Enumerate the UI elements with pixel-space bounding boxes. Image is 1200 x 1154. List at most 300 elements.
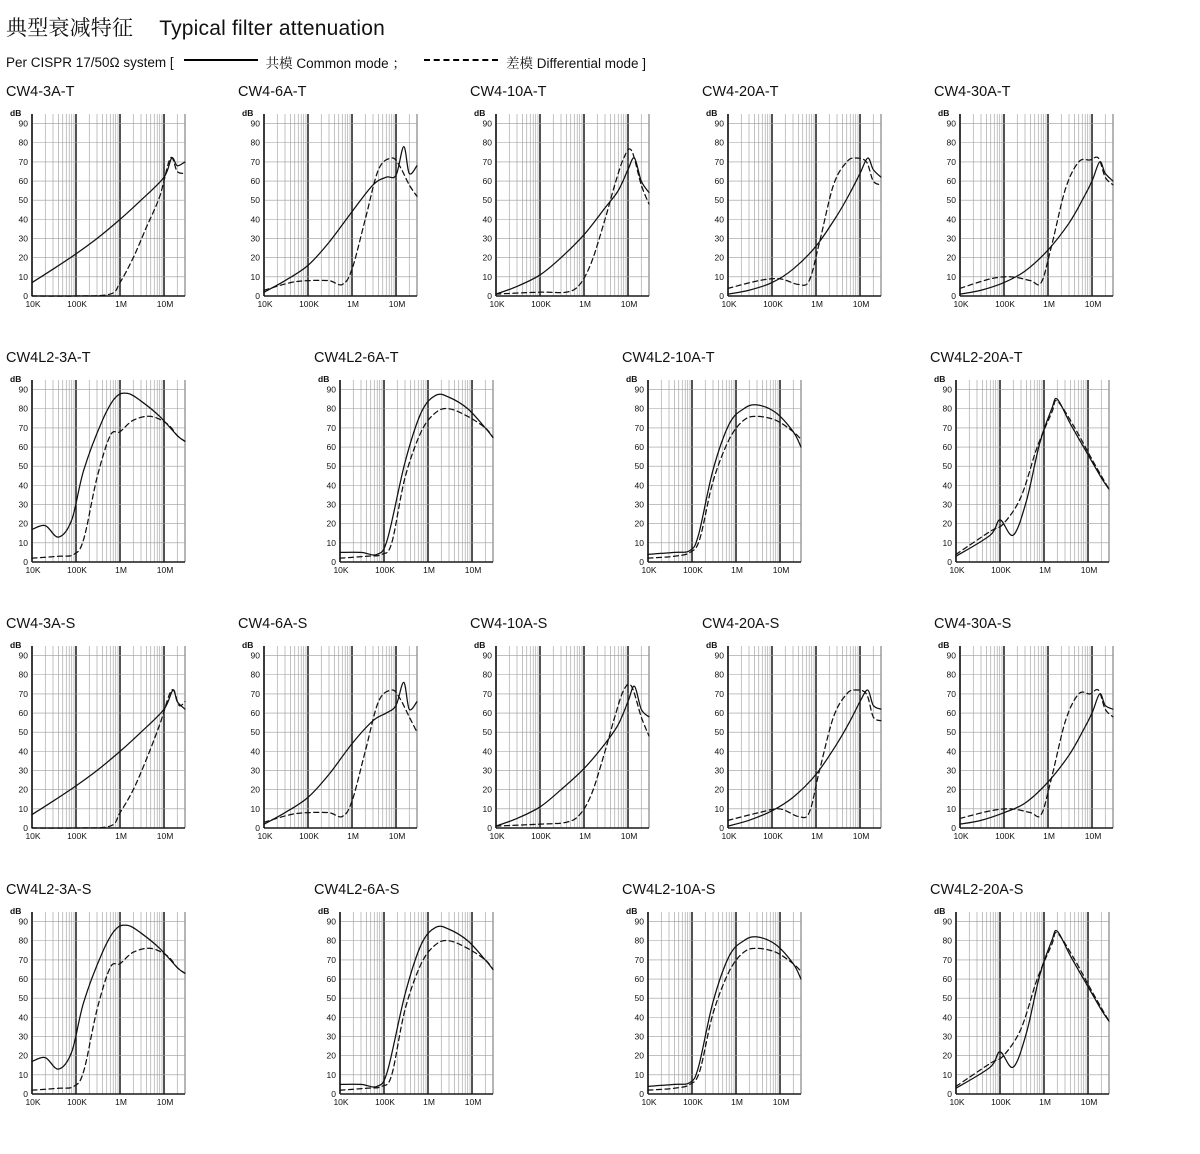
chart-title: CW4L2-20A-T [930, 350, 1023, 366]
svg-text:10M: 10M [156, 565, 174, 575]
svg-text:100K: 100K [763, 299, 783, 309]
svg-text:40: 40 [946, 746, 956, 757]
chart-title: CW4-20A-T [702, 84, 779, 100]
svg-text:80: 80 [250, 669, 260, 680]
svg-text:60: 60 [634, 974, 644, 985]
chart-cell [930, 350, 1115, 580]
svg-text:1M: 1M [423, 1097, 435, 1107]
svg-text:50: 50 [18, 195, 28, 206]
svg-text:30: 30 [482, 233, 492, 244]
svg-text:90: 90 [482, 118, 492, 129]
svg-text:70: 70 [634, 954, 644, 965]
svg-text:50: 50 [18, 727, 28, 738]
svg-text:40: 40 [946, 214, 956, 225]
svg-text:20: 20 [18, 784, 28, 795]
attenuation-plot [6, 636, 191, 846]
svg-text:100K: 100K [531, 299, 551, 309]
svg-text:40: 40 [18, 746, 28, 757]
attenuation-plot [934, 104, 1119, 314]
svg-text:dB: dB [938, 640, 950, 650]
svg-text:30: 30 [326, 1031, 336, 1042]
svg-text:20: 20 [482, 784, 492, 795]
chart-row [0, 84, 1200, 350]
svg-text:70: 70 [482, 688, 492, 699]
svg-text:40: 40 [942, 480, 952, 491]
svg-text:0: 0 [639, 1089, 644, 1099]
chart-cell [470, 616, 655, 846]
svg-text:40: 40 [250, 214, 260, 225]
svg-text:60: 60 [18, 974, 28, 985]
attenuation-plot [470, 636, 655, 846]
svg-text:70: 70 [250, 156, 260, 167]
attenuation-plot [702, 636, 887, 846]
svg-text:90: 90 [482, 650, 492, 661]
legend-prefix: Per CISPR 17/50Ω system [ [6, 54, 174, 70]
svg-text:90: 90 [250, 118, 260, 129]
chart-cell [702, 616, 887, 846]
svg-text:1M: 1M [115, 565, 127, 575]
svg-text:80: 80 [714, 137, 724, 148]
svg-text:80: 80 [250, 137, 260, 148]
svg-text:30: 30 [250, 765, 260, 776]
svg-text:1M: 1M [347, 831, 359, 841]
svg-text:dB: dB [474, 108, 486, 118]
svg-text:70: 70 [326, 954, 336, 965]
svg-text:10K: 10K [953, 831, 969, 841]
svg-text:1M: 1M [1039, 1097, 1051, 1107]
svg-text:40: 40 [714, 746, 724, 757]
svg-text:70: 70 [634, 422, 644, 433]
svg-text:0: 0 [719, 823, 724, 833]
svg-text:10: 10 [946, 803, 956, 814]
svg-text:100K: 100K [995, 831, 1015, 841]
svg-text:10: 10 [18, 271, 28, 282]
chart-title: CW4-3A-S [6, 616, 76, 632]
svg-text:50: 50 [326, 461, 336, 472]
svg-text:40: 40 [482, 214, 492, 225]
svg-text:dB: dB [10, 906, 22, 916]
svg-text:1M: 1M [579, 299, 591, 309]
attenuation-plot [238, 104, 423, 314]
svg-text:50: 50 [326, 993, 336, 1004]
svg-text:80: 80 [714, 669, 724, 680]
svg-text:90: 90 [942, 384, 952, 395]
dashed-line-icon [424, 59, 498, 61]
svg-text:30: 30 [18, 233, 28, 244]
svg-text:20: 20 [18, 1050, 28, 1061]
svg-text:80: 80 [946, 669, 956, 680]
svg-text:10K: 10K [949, 565, 965, 575]
svg-text:30: 30 [946, 233, 956, 244]
svg-text:90: 90 [946, 118, 956, 129]
chart-title: CW4L2-6A-S [314, 882, 400, 898]
svg-text:100K: 100K [299, 831, 319, 841]
chart-title: CW4L2-3A-T [6, 350, 91, 366]
chart-row [0, 350, 1200, 616]
svg-text:0: 0 [951, 291, 956, 301]
svg-text:70: 70 [18, 156, 28, 167]
svg-text:70: 70 [18, 688, 28, 699]
svg-text:30: 30 [634, 499, 644, 510]
svg-text:70: 70 [18, 954, 28, 965]
svg-text:50: 50 [250, 195, 260, 206]
svg-text:10M: 10M [772, 1097, 790, 1107]
svg-text:60: 60 [634, 442, 644, 453]
svg-text:dB: dB [10, 640, 22, 650]
chart-cell [6, 616, 191, 846]
svg-text:50: 50 [482, 727, 492, 738]
svg-text:30: 30 [18, 765, 28, 776]
svg-text:20: 20 [634, 1050, 644, 1061]
svg-text:80: 80 [942, 935, 952, 946]
svg-text:100K: 100K [763, 831, 783, 841]
svg-text:90: 90 [942, 916, 952, 927]
svg-text:10K: 10K [25, 831, 41, 841]
svg-text:30: 30 [326, 499, 336, 510]
svg-text:80: 80 [18, 403, 28, 414]
svg-text:100K: 100K [67, 299, 87, 309]
svg-text:10: 10 [714, 803, 724, 814]
svg-text:10K: 10K [641, 565, 657, 575]
chart-title: CW4-10A-S [470, 616, 548, 632]
svg-text:1M: 1M [731, 1097, 743, 1107]
chart-title: CW4-20A-S [702, 616, 780, 632]
svg-text:100K: 100K [67, 831, 87, 841]
chart-cell [238, 616, 423, 846]
svg-text:dB: dB [10, 108, 22, 118]
svg-text:20: 20 [482, 252, 492, 263]
attenuation-plot [6, 370, 191, 580]
svg-text:0: 0 [23, 291, 28, 301]
svg-text:20: 20 [942, 1050, 952, 1061]
chart-title: CW4-30A-S [934, 616, 1012, 632]
svg-text:1M: 1M [731, 565, 743, 575]
svg-text:10K: 10K [25, 299, 41, 309]
svg-text:10K: 10K [949, 1097, 965, 1107]
svg-text:1M: 1M [423, 565, 435, 575]
chart-cell [622, 350, 807, 580]
svg-text:20: 20 [326, 518, 336, 529]
svg-text:10K: 10K [953, 299, 969, 309]
svg-text:90: 90 [18, 916, 28, 927]
svg-text:20: 20 [250, 784, 260, 795]
svg-text:10: 10 [714, 271, 724, 282]
solid-line-icon [184, 59, 258, 61]
chart-cell [702, 84, 887, 314]
svg-text:40: 40 [250, 746, 260, 757]
svg-text:1M: 1M [1039, 565, 1051, 575]
svg-text:20: 20 [946, 784, 956, 795]
svg-text:10M: 10M [156, 831, 174, 841]
svg-text:50: 50 [714, 195, 724, 206]
svg-text:10M: 10M [388, 299, 406, 309]
svg-text:20: 20 [250, 252, 260, 263]
svg-text:40: 40 [326, 480, 336, 491]
svg-text:10: 10 [326, 1069, 336, 1080]
svg-text:dB: dB [934, 374, 946, 384]
svg-text:40: 40 [942, 1012, 952, 1023]
svg-text:dB: dB [626, 374, 638, 384]
svg-text:0: 0 [639, 557, 644, 567]
svg-text:70: 70 [942, 422, 952, 433]
page-title [6, 12, 385, 42]
chart-title: CW4-6A-T [238, 84, 307, 100]
attenuation-plot [314, 370, 499, 580]
svg-text:30: 30 [946, 765, 956, 776]
svg-text:30: 30 [942, 499, 952, 510]
svg-text:1M: 1M [579, 831, 591, 841]
chart-title: CW4-3A-T [6, 84, 75, 100]
svg-text:10M: 10M [1080, 565, 1098, 575]
svg-text:60: 60 [946, 708, 956, 719]
svg-text:dB: dB [626, 906, 638, 916]
svg-text:10: 10 [250, 271, 260, 282]
svg-text:10K: 10K [257, 831, 273, 841]
svg-text:10K: 10K [25, 565, 41, 575]
attenuation-plot [238, 636, 423, 846]
svg-text:30: 30 [18, 1031, 28, 1042]
svg-text:60: 60 [326, 442, 336, 453]
svg-text:dB: dB [242, 640, 254, 650]
chart-cell [314, 350, 499, 580]
svg-text:10: 10 [946, 271, 956, 282]
attenuation-plot [934, 636, 1119, 846]
svg-text:40: 40 [18, 1012, 28, 1023]
svg-text:0: 0 [947, 557, 952, 567]
svg-text:dB: dB [474, 640, 486, 650]
svg-text:dB: dB [934, 906, 946, 916]
svg-text:10K: 10K [641, 1097, 657, 1107]
svg-text:10M: 10M [1084, 299, 1102, 309]
svg-text:10M: 10M [852, 831, 870, 841]
svg-text:90: 90 [326, 916, 336, 927]
svg-text:20: 20 [942, 518, 952, 529]
svg-text:10: 10 [482, 271, 492, 282]
svg-text:50: 50 [250, 727, 260, 738]
svg-text:70: 70 [942, 954, 952, 965]
svg-text:70: 70 [946, 688, 956, 699]
svg-text:10M: 10M [772, 565, 790, 575]
svg-text:60: 60 [250, 176, 260, 187]
svg-text:0: 0 [487, 291, 492, 301]
chart-cell [314, 882, 499, 1112]
svg-text:70: 70 [482, 156, 492, 167]
svg-text:60: 60 [18, 708, 28, 719]
svg-text:70: 70 [946, 156, 956, 167]
svg-text:40: 40 [634, 1012, 644, 1023]
svg-text:1M: 1M [1043, 831, 1055, 841]
svg-text:10M: 10M [464, 565, 482, 575]
svg-text:0: 0 [331, 557, 336, 567]
svg-text:90: 90 [326, 384, 336, 395]
svg-text:1M: 1M [115, 831, 127, 841]
chart-title: CW4-6A-S [238, 616, 308, 632]
svg-text:10M: 10M [464, 1097, 482, 1107]
svg-text:10: 10 [634, 1069, 644, 1080]
svg-text:90: 90 [634, 916, 644, 927]
svg-text:90: 90 [634, 384, 644, 395]
svg-text:dB: dB [938, 108, 950, 118]
svg-text:60: 60 [942, 974, 952, 985]
chart-cell [6, 350, 191, 580]
svg-text:50: 50 [18, 993, 28, 1004]
svg-text:10: 10 [634, 537, 644, 548]
attenuation-plot [6, 902, 191, 1112]
svg-text:60: 60 [714, 708, 724, 719]
svg-text:30: 30 [482, 765, 492, 776]
chart-cell [6, 84, 191, 314]
svg-text:60: 60 [946, 176, 956, 187]
svg-text:60: 60 [482, 176, 492, 187]
svg-text:70: 70 [326, 422, 336, 433]
chart-title: CW4-30A-T [934, 84, 1011, 100]
svg-text:20: 20 [326, 1050, 336, 1061]
chart-title: CW4L2-10A-T [622, 350, 715, 366]
svg-text:30: 30 [634, 1031, 644, 1042]
svg-text:10M: 10M [388, 831, 406, 841]
svg-text:90: 90 [18, 118, 28, 129]
svg-text:30: 30 [18, 499, 28, 510]
svg-text:60: 60 [250, 708, 260, 719]
legend-bar [6, 52, 646, 72]
svg-text:10K: 10K [489, 299, 505, 309]
svg-text:0: 0 [947, 1089, 952, 1099]
page-title-cn: 典型衰减特征 [6, 17, 134, 40]
svg-text:0: 0 [951, 823, 956, 833]
chart-title: CW4-10A-T [470, 84, 547, 100]
svg-text:20: 20 [634, 518, 644, 529]
svg-text:1M: 1M [811, 831, 823, 841]
svg-text:20: 20 [714, 252, 724, 263]
svg-text:80: 80 [326, 935, 336, 946]
attenuation-plot [930, 902, 1115, 1112]
chart-row [0, 882, 1200, 1148]
svg-text:10: 10 [482, 803, 492, 814]
svg-text:10K: 10K [489, 831, 505, 841]
svg-text:30: 30 [250, 233, 260, 244]
svg-text:90: 90 [714, 650, 724, 661]
svg-text:40: 40 [326, 1012, 336, 1023]
svg-text:10M: 10M [1080, 1097, 1098, 1107]
svg-text:0: 0 [331, 1089, 336, 1099]
svg-text:80: 80 [18, 669, 28, 680]
svg-text:40: 40 [482, 746, 492, 757]
svg-text:10: 10 [250, 803, 260, 814]
svg-text:100K: 100K [995, 299, 1015, 309]
svg-text:0: 0 [487, 823, 492, 833]
svg-text:1M: 1M [115, 1097, 127, 1107]
svg-text:0: 0 [719, 291, 724, 301]
svg-text:10: 10 [18, 1069, 28, 1080]
chart-cell [238, 84, 423, 314]
attenuation-plot [622, 370, 807, 580]
svg-text:50: 50 [942, 461, 952, 472]
svg-text:10: 10 [942, 1069, 952, 1080]
svg-text:80: 80 [18, 935, 28, 946]
svg-text:80: 80 [946, 137, 956, 148]
svg-text:10K: 10K [721, 831, 737, 841]
svg-text:1M: 1M [1043, 299, 1055, 309]
chart-cell [930, 882, 1115, 1112]
svg-text:60: 60 [18, 442, 28, 453]
svg-text:0: 0 [23, 1089, 28, 1099]
svg-text:10M: 10M [620, 831, 638, 841]
svg-text:20: 20 [946, 252, 956, 263]
svg-text:0: 0 [23, 823, 28, 833]
svg-text:20: 20 [18, 518, 28, 529]
svg-text:100K: 100K [67, 565, 87, 575]
svg-text:60: 60 [714, 176, 724, 187]
svg-text:dB: dB [706, 640, 718, 650]
svg-text:100K: 100K [375, 565, 395, 575]
svg-text:70: 70 [250, 688, 260, 699]
svg-text:10K: 10K [25, 1097, 41, 1107]
svg-text:10: 10 [18, 537, 28, 548]
svg-text:70: 70 [714, 688, 724, 699]
svg-text:10M: 10M [1084, 831, 1102, 841]
svg-text:10: 10 [942, 537, 952, 548]
svg-text:50: 50 [634, 993, 644, 1004]
chart-title: CW4L2-20A-S [930, 882, 1024, 898]
page-title-en: Typical filter attenuation [159, 17, 386, 40]
chart-row [0, 616, 1200, 882]
chart-title: CW4L2-6A-T [314, 350, 399, 366]
svg-text:90: 90 [18, 384, 28, 395]
svg-text:10K: 10K [333, 1097, 349, 1107]
svg-text:1M: 1M [811, 299, 823, 309]
svg-text:20: 20 [18, 252, 28, 263]
svg-text:100K: 100K [67, 1097, 87, 1107]
svg-text:100K: 100K [991, 1097, 1011, 1107]
svg-text:50: 50 [482, 195, 492, 206]
attenuation-plot [702, 104, 887, 314]
svg-text:10M: 10M [620, 299, 638, 309]
svg-text:10K: 10K [721, 299, 737, 309]
svg-text:70: 70 [18, 422, 28, 433]
svg-text:0: 0 [255, 291, 260, 301]
svg-text:30: 30 [714, 233, 724, 244]
attenuation-plot [622, 902, 807, 1112]
svg-text:90: 90 [714, 118, 724, 129]
svg-text:0: 0 [23, 557, 28, 567]
svg-text:80: 80 [634, 935, 644, 946]
svg-text:10K: 10K [333, 565, 349, 575]
svg-text:80: 80 [18, 137, 28, 148]
svg-text:50: 50 [634, 461, 644, 472]
svg-text:dB: dB [318, 906, 330, 916]
chart-cell [6, 882, 191, 1112]
svg-text:40: 40 [634, 480, 644, 491]
svg-text:60: 60 [482, 708, 492, 719]
svg-text:40: 40 [18, 214, 28, 225]
svg-text:dB: dB [706, 108, 718, 118]
svg-text:40: 40 [714, 214, 724, 225]
svg-text:10: 10 [18, 803, 28, 814]
svg-text:dB: dB [318, 374, 330, 384]
chart-cell [622, 882, 807, 1112]
chart-title: CW4L2-3A-S [6, 882, 92, 898]
svg-text:0: 0 [255, 823, 260, 833]
svg-text:10M: 10M [156, 299, 174, 309]
svg-text:50: 50 [946, 195, 956, 206]
svg-text:60: 60 [326, 974, 336, 985]
attenuation-plot [470, 104, 655, 314]
svg-text:90: 90 [250, 650, 260, 661]
svg-text:50: 50 [942, 993, 952, 1004]
svg-text:dB: dB [10, 374, 22, 384]
svg-text:1M: 1M [347, 299, 359, 309]
svg-text:60: 60 [942, 442, 952, 453]
